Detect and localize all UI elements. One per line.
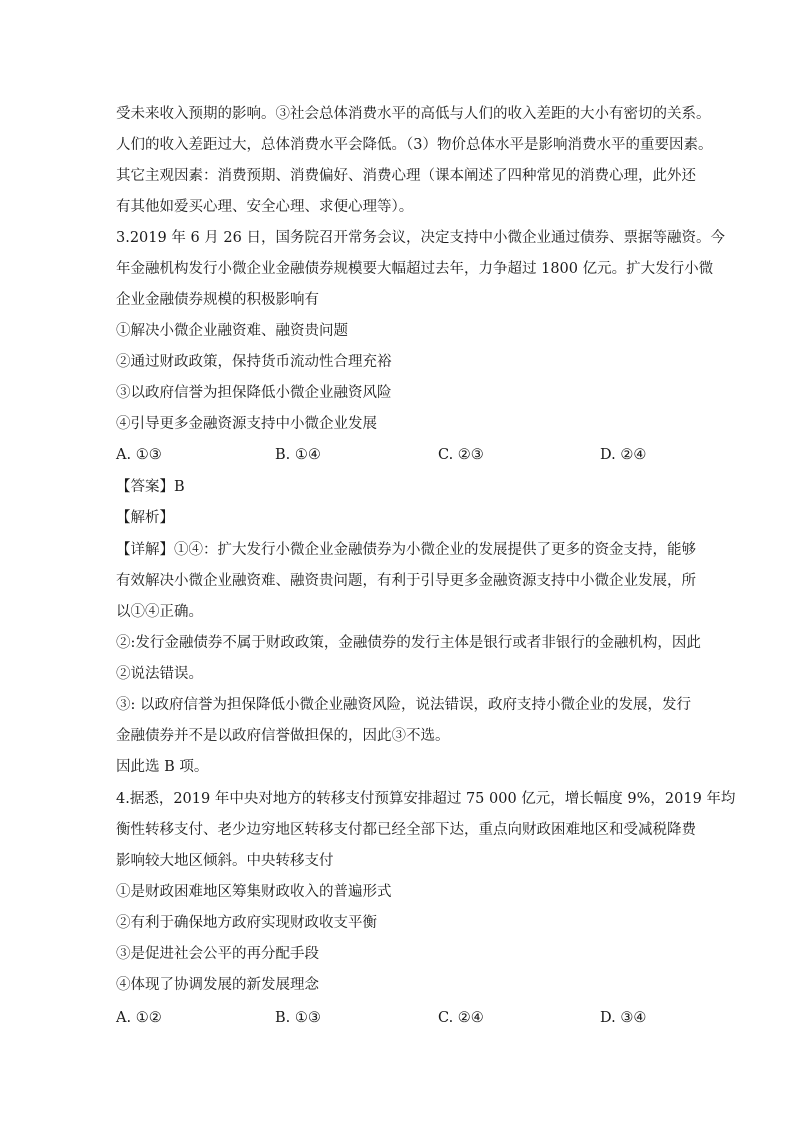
q4-stem-line-2: 衡性转移支付、老少边穷地区转移支付都已经全部下达，重点向财政困难地区和受减税降费 (116, 822, 696, 838)
q3-analysis-line-8: 因此选 B 项。 (116, 759, 209, 775)
q4-item-1: ①是财政困难地区筹集财政收入的普遍形式 (116, 884, 392, 900)
q4-option-d: D. ③④ (600, 1010, 647, 1026)
q3-answer: 【答案】B (116, 479, 185, 495)
q4-item-3: ③是促进社会公平的再分配手段 (116, 946, 319, 962)
q3-item-3: ③以政府信誉为担保降低小微企业融资风险 (116, 385, 392, 401)
q3-option-d: D. ②④ (600, 447, 647, 463)
q4-item-4: ④体现了协调发展的新发展理念 (116, 977, 319, 993)
q3-analysis-title: 【解析】 (116, 510, 174, 526)
q3-analysis-line-7: 金融债券并不是以政府信誉做担保的，因此③不选。 (116, 728, 450, 744)
q3-stem-line-1: 3.2019 年 6 月 26 日，国务院召开常务会议，决定支持中小微企业通过债券、票据等融资。今 (116, 230, 725, 246)
prev-answer-line-4: 有其他如爱买心理、安全心理、求便心理等）。 (116, 199, 414, 215)
q3-analysis-line-4: ②:发行金融债券不属于财政政策，金融债券的发行主体是银行或者非银行的金融机构，因此 (116, 635, 701, 651)
prev-answer-line-1: 受未来收入预期的影响。③社会总体消费水平的高低与人们的收入差距的大小有密切的关系。 (116, 106, 711, 122)
q3-option-b: B. ①④ (275, 447, 321, 463)
q3-item-2: ②通过财政政策，保持货币流动性合理充裕 (116, 354, 392, 370)
q3-analysis-line-6: ③: 以政府信誉为担保降低小微企业融资风险，说法错误，政府支持小微企业的发展，发行 (116, 697, 691, 713)
q3-analysis-line-2: 有效解决小微企业融资难、融资贵问题，有利于引导更多金融资源支持中小微企业发展，所 (116, 573, 696, 589)
q4-item-2: ②有利于确保地方政府实现财政收支平衡 (116, 915, 377, 931)
q3-option-c: C. ②③ (438, 447, 484, 463)
prev-answer-line-3: 其它主观因素：消费预期、消费偏好、消费心理（课本阐述了四种常见的消费心理，此外还 (116, 168, 696, 184)
q3-item-4: ④引导更多金融资源支持中小微企业发展 (116, 416, 377, 432)
q4-option-b: B. ①③ (275, 1010, 321, 1026)
q3-analysis-line-1: 【详解】①④：扩大发行小微企业金融债券为小微企业的发展提供了更多的资金支持，能够 (116, 542, 696, 558)
q3-option-a: A. ①③ (116, 447, 162, 463)
q3-stem-line-2: 年金融机构发行小微企业金融债券规模要大幅超过去年，力争超过 1800 亿元。扩大发行小微 (116, 261, 714, 277)
q4-option-c: C. ②④ (438, 1010, 484, 1026)
q3-item-1: ①解决小微企业融资难、融资贵问题 (116, 323, 348, 339)
q4-option-a: A. ①② (116, 1010, 162, 1026)
q3-analysis-line-3: 以①④正确。 (116, 604, 203, 620)
q3-analysis-line-5: ②说法错误。 (116, 666, 203, 682)
q4-stem-line-3: 影响较大地区倾斜。中央转移支付 (116, 853, 334, 869)
q4-stem-line-1: 4.据悉，2019 年中央对地方的转移支付预算安排超过 75 000 亿元，增长幅度 9%，2019 年均 (116, 791, 736, 807)
q3-stem-line-3: 企业金融债券规模的积极影响有 (116, 292, 319, 308)
prev-answer-line-2: 人们的收入差距过大，总体消费水平会降低。（3）物价总体水平是影响消费水平的重要因素。 (116, 137, 713, 153)
